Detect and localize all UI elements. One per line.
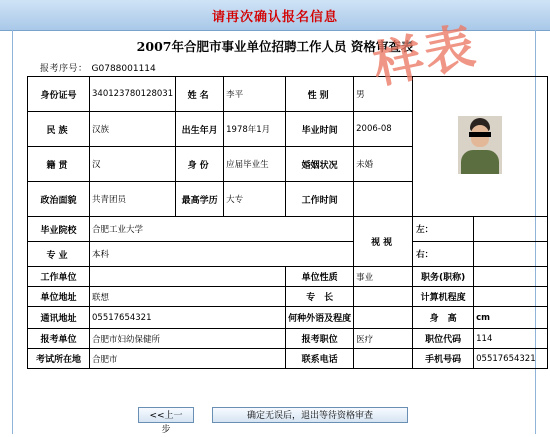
value-graduation-time: 2006-08 bbox=[354, 112, 413, 147]
value-phone: 05517654321 bbox=[90, 307, 286, 329]
prev-step-button[interactable]: <<上一步 bbox=[138, 407, 194, 423]
value-apply-position: 医疗 bbox=[354, 329, 413, 349]
value-work-time bbox=[354, 182, 413, 217]
label-apply-position: 报考职位 bbox=[286, 329, 354, 349]
confirm-submit-button[interactable]: 确定无误后，退出等待资格审查 bbox=[212, 407, 408, 423]
value-unit-nature: 事业 bbox=[354, 267, 413, 287]
value-height-unit: cm bbox=[474, 307, 548, 329]
exam-number-value: G0788001114 bbox=[91, 64, 156, 74]
value-education: 大专 bbox=[224, 182, 286, 217]
value-unit-address: 联想 bbox=[90, 287, 286, 307]
value-native-place: 汉 bbox=[90, 147, 176, 182]
label-name: 姓名 bbox=[176, 77, 224, 112]
label-eye-right: 右： bbox=[413, 242, 474, 267]
table-row bbox=[28, 287, 548, 307]
table-row bbox=[28, 77, 548, 112]
label-marital: 婚姻状况 bbox=[286, 147, 354, 182]
value-foreign-lang bbox=[354, 307, 413, 329]
label-identity: 身份 bbox=[176, 147, 224, 182]
label-eye-left: 左： bbox=[413, 217, 474, 242]
label-native-place: 籍贯 bbox=[28, 147, 90, 182]
label-position-code: 职位代码 bbox=[413, 329, 474, 349]
value-eye-left bbox=[474, 217, 548, 242]
label-foreign-lang: 何种外语及程度 bbox=[286, 307, 354, 329]
label-work-time: 工作时间 bbox=[286, 182, 354, 217]
table-row bbox=[28, 349, 548, 369]
label-computer: 计算机程度 bbox=[413, 287, 474, 307]
label-employer: 工作单位 bbox=[28, 267, 90, 287]
label-unit-nature: 单位性质 bbox=[286, 267, 354, 287]
label-apply-unit: 报考单位 bbox=[28, 329, 90, 349]
value-specialty bbox=[354, 287, 413, 307]
value-position-code: 114 bbox=[474, 329, 548, 349]
label-ethnicity: 民族 bbox=[28, 112, 90, 147]
label-phone: 通讯地址 bbox=[28, 307, 90, 329]
table-row bbox=[28, 329, 548, 349]
label-school: 毕业院校 bbox=[28, 217, 90, 242]
sample-stamp: 样表 bbox=[367, 15, 482, 96]
value-school: 合肥工业大学 bbox=[90, 217, 354, 242]
label-exam-location: 考试所在地 bbox=[28, 349, 90, 369]
label-major: 专业 bbox=[28, 242, 90, 267]
table-row bbox=[28, 217, 548, 242]
label-graduation-time: 毕业时间 bbox=[286, 112, 354, 147]
photo-eye-mask bbox=[469, 132, 491, 137]
value-eye-right bbox=[474, 242, 548, 267]
label-eyesight: 视视 bbox=[354, 217, 413, 267]
value-marital: 未婚 bbox=[354, 147, 413, 182]
applicant-photo bbox=[458, 116, 502, 174]
label-title-rank: 职务(职称) bbox=[413, 267, 474, 287]
label-contact-phone: 联系电话 bbox=[286, 349, 354, 369]
label-id-number: 身份证号 bbox=[28, 77, 90, 112]
label-gender: 性别 bbox=[286, 77, 354, 112]
value-gender: 男 bbox=[354, 77, 413, 112]
value-identity: 应届毕业生 bbox=[224, 147, 286, 182]
value-title-rank bbox=[474, 267, 548, 287]
table-row bbox=[28, 267, 548, 287]
label-birth: 出生年月 bbox=[176, 112, 224, 147]
label-education: 最高学历 bbox=[176, 182, 224, 217]
label-political: 政治面貌 bbox=[28, 182, 90, 217]
value-birth: 1978年1月 bbox=[224, 112, 286, 147]
value-computer bbox=[474, 287, 548, 307]
value-apply-unit: 合肥市妇幼保健所 bbox=[90, 329, 286, 349]
exam-number bbox=[40, 61, 156, 74]
value-contact-phone bbox=[354, 349, 413, 369]
exam-number-label: 报考序号： bbox=[40, 64, 88, 74]
label-height: 身 高 bbox=[413, 307, 474, 329]
value-political: 共青团员 bbox=[90, 182, 176, 217]
label-unit-address: 单位地址 bbox=[28, 287, 90, 307]
table-row bbox=[28, 242, 548, 267]
header-title: 请再次确认报名信息 bbox=[211, 10, 338, 25]
label-mobile: 手机号码 bbox=[413, 349, 474, 369]
value-id-number: 340123780128031 bbox=[90, 77, 176, 112]
label-specialty: 专 长 bbox=[286, 287, 354, 307]
photo-cell bbox=[413, 77, 548, 217]
value-employer bbox=[90, 267, 286, 287]
value-major: 本科 bbox=[90, 242, 354, 267]
value-exam-location: 合肥市 bbox=[90, 349, 286, 369]
value-mobile: 05517654321 bbox=[474, 349, 548, 369]
value-name: 李平 bbox=[224, 77, 286, 112]
qualification-form-table bbox=[27, 76, 548, 369]
table-row bbox=[28, 307, 548, 329]
photo-shirt bbox=[461, 150, 499, 174]
value-ethnicity: 汉族 bbox=[90, 112, 176, 147]
form-title: 2007年合肥市事业单位招聘工作人员 资格审查表 bbox=[136, 39, 414, 54]
